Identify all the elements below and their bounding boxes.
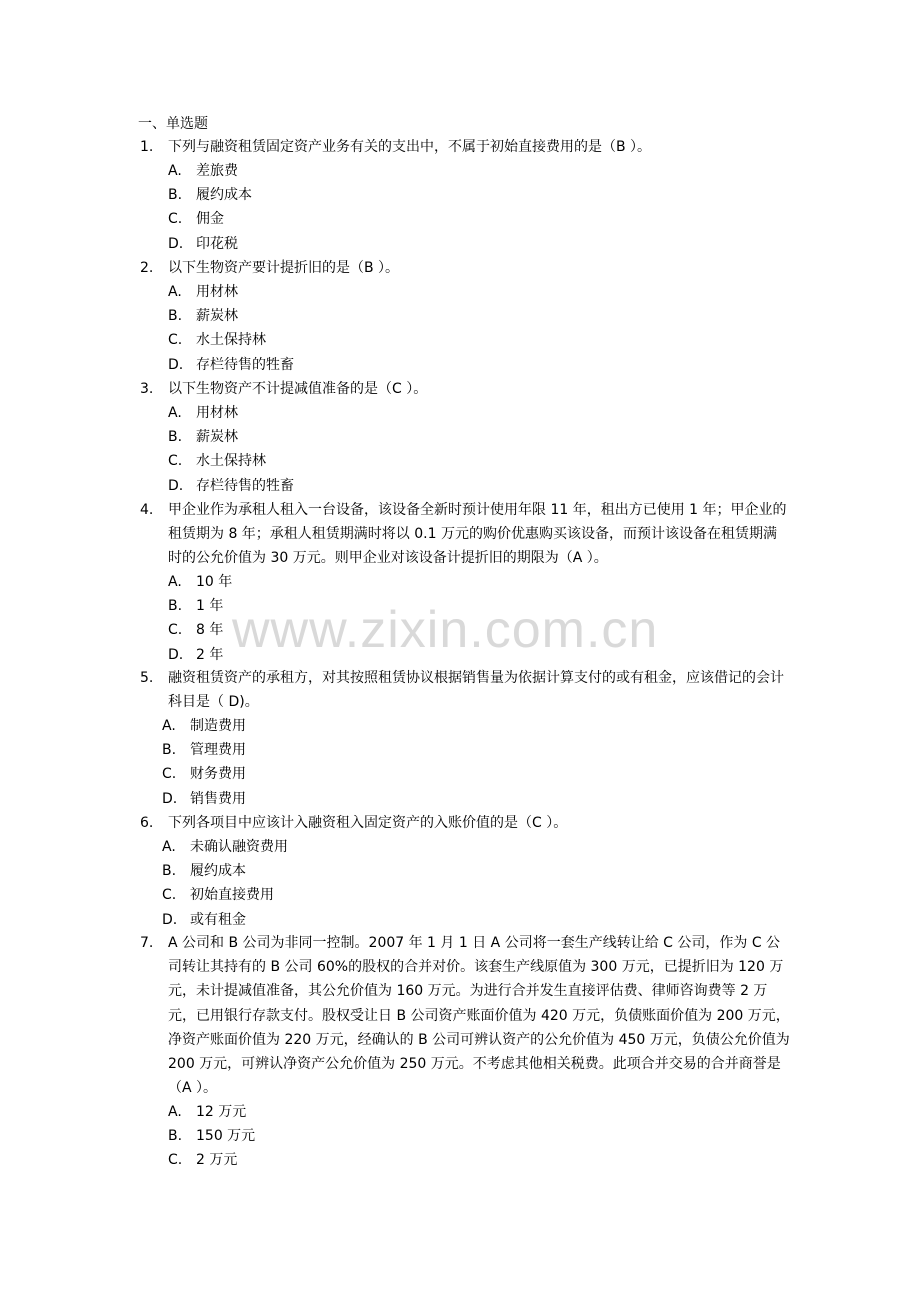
question-5	[140, 666, 790, 714]
option-d: D. 或有租金	[162, 911, 246, 928]
question-4	[140, 498, 790, 571]
question-2-options	[168, 280, 294, 377]
question-6	[140, 811, 790, 835]
question-text: A 公司和 B 公司为非同一控制。2007 年 1 月 1 日 A 公司将一套生产线转让给 C 公司，作为 C 公司转让其持有的 B 公司 60%的股权的合并对价。该套生产线原值为 300 万元，已提折旧为 120 万元，未计提减值准备，其公允价值为 160 万元。为进行合并发生直接评估费、律师咨询费等 2 万元，已用银行存款支付。股权受让日 B 公司资产账面价值为 420 万元，负债账面价值为 200 万元，净资产账面价值为 220 万元，经确认的 B 公司可辨认资产的公允价值为 450 万元，负债公允价值为 200 万元，可辨认净资产公允价值为 250 万元。不考虑其他相关税费。此项合并交易的合并商誉是（A ）。	[168, 935, 790, 1097]
question-text: 下列与融资租赁固定资产业务有关的支出中，不属于初始直接费用的是（B ）。	[168, 139, 652, 155]
question-6-options	[162, 835, 288, 932]
watermark: www.zixin.com.cn	[232, 601, 659, 659]
option-c: C. 水土保持林	[168, 332, 266, 349]
question-number: 2.	[140, 260, 154, 276]
question-number: 1.	[140, 139, 154, 155]
option-a: A. 12 万元	[168, 1104, 247, 1120]
question-2	[140, 256, 790, 280]
option-a: A. 用材林	[168, 405, 238, 421]
option-a: A. 未确认融资费用	[162, 839, 288, 855]
option-c: C. 佣金	[168, 211, 224, 228]
option-c: C. 2 万元	[168, 1152, 238, 1169]
option-d: D. 存栏待售的牲畜	[168, 477, 294, 494]
option-a: A. 用材林	[168, 284, 238, 300]
option-a: A. 10 年	[168, 574, 233, 590]
question-number: 3.	[140, 381, 154, 397]
question-number: 6.	[140, 815, 154, 831]
question-5-options	[162, 714, 246, 811]
option-b: B. 薪炭林	[168, 429, 238, 446]
question-7	[140, 931, 790, 1100]
option-d: D. 销售费用	[162, 790, 246, 807]
option-b: B. 1 年	[168, 598, 224, 615]
question-number: 5.	[140, 670, 154, 686]
option-b: B. 履约成本	[168, 187, 252, 204]
question-text: 以下生物资产不计提减值准备的是（C ）。	[168, 381, 428, 397]
question-text: 以下生物资产要计提折旧的是（B ）。	[168, 260, 400, 276]
question-1-options	[168, 159, 252, 256]
question-number: 4.	[140, 502, 154, 518]
question-text: 融资租赁资产的承租方，对其按照租赁协议根据销售量为依据计算支付的或有租金，应该借记的会计科目是（ D)。	[168, 670, 784, 711]
question-number: 7.	[140, 935, 154, 951]
option-a: A. 差旅费	[168, 163, 238, 179]
question-4-options	[168, 570, 232, 667]
option-c: C. 水土保持林	[168, 453, 266, 470]
option-b: B. 管理费用	[162, 742, 246, 759]
option-d: D. 存栏待售的牲畜	[168, 356, 294, 373]
question-7-options	[168, 1100, 255, 1173]
option-d: D. 2 年	[168, 646, 224, 663]
question-3	[140, 377, 790, 401]
section-title: 一、单选题	[138, 116, 208, 132]
question-text: 下列各项目中应该计入融资租入固定资产的入账价值的是（C ）。	[168, 815, 568, 831]
option-a: A. 制造费用	[162, 718, 246, 734]
option-d: D. 印花税	[168, 235, 238, 252]
question-3-options	[168, 401, 294, 498]
option-c: C. 8 年	[168, 622, 224, 639]
option-b: B. 薪炭林	[168, 308, 238, 325]
option-c: C. 财务费用	[162, 766, 246, 783]
question-1	[140, 135, 790, 159]
option-c: C. 初始直接费用	[162, 887, 274, 904]
option-b: B. 履约成本	[162, 863, 246, 880]
question-text: 甲企业作为承租人租入一台设备，该设备全新时预计使用年限 11 年，租出方已使用 1 年；甲企业的租赁期为 8 年；承租人租赁期满时将以 0.1 万元的购价优惠购买该设备，而预计该设备在租赁期满时的公允价值为 30 万元。则甲企业对该设备计提折旧的期限为（A ）。	[168, 502, 787, 567]
option-b: B. 150 万元	[168, 1128, 256, 1145]
